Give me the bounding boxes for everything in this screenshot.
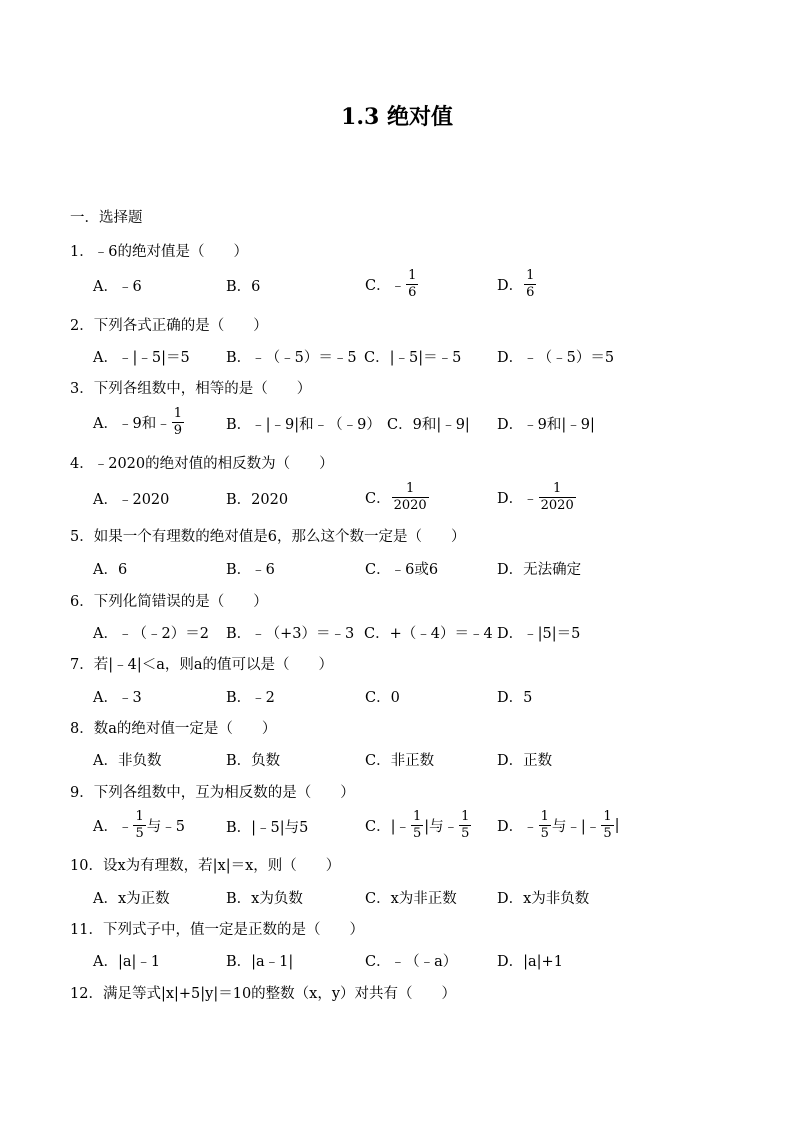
q8-option-b: B．负数: [226, 753, 281, 769]
question-9: 9．下列各组数中，互为相反数的是（ ）: [70, 785, 355, 801]
q11-option-a: A．|a|﹣1: [93, 954, 161, 970]
question-3: 3．下列各组数中，相等的是（ ）: [70, 381, 312, 397]
q8-option-a: A．非负数: [93, 753, 162, 769]
q1-option-b: B．6: [226, 279, 261, 295]
q8-option-d: D．正数: [497, 753, 553, 769]
q2-option-c: C．|﹣5|＝﹣5: [364, 350, 462, 366]
question-12: 12．满足等式|x|+5|y|＝10的整数（x，y）对共有（ ）: [70, 986, 457, 1002]
q9-option-b: B．|﹣5|与5: [226, 820, 309, 836]
page-title: 1.3 绝对值: [341, 104, 453, 130]
q7-option-c: C．0: [365, 690, 400, 706]
q8-option-c: C．非正数: [365, 753, 435, 769]
question-11: 11．下列式子中，值一定是正数的是（ ）: [70, 922, 364, 938]
q10-option-d: D．x为非负数: [497, 891, 590, 907]
fraction: $\frac{1}{2020}$: [540, 481, 574, 513]
section-heading: 一．选择题: [70, 210, 143, 226]
q5-option-b: B．﹣6: [226, 562, 275, 578]
q3-option-d: D．﹣9和|﹣9|: [497, 417, 595, 433]
q6-option-a: A．﹣（﹣2）＝2: [93, 626, 209, 642]
q5-option-c: C．﹣6或6: [365, 562, 439, 578]
q10-option-a: A．x为正数: [93, 891, 170, 907]
q9-option-c: C．|﹣ $\frac{1}{5}$ |与﹣ $\frac{1}{5}$: [365, 809, 470, 841]
q4-option-c: C． $\frac{1}{2020}$: [365, 481, 427, 513]
q7-option-b: B．﹣2: [226, 690, 275, 706]
q6-option-b: B．﹣（+3）＝﹣3: [226, 626, 355, 642]
q3-option-b: B．﹣|﹣9|和﹣（﹣9）: [226, 417, 381, 433]
q3-option-a: A．﹣9和﹣ $\frac{1}{9}$: [93, 406, 182, 438]
q7-option-a: A．﹣3: [93, 690, 142, 706]
question-8: 8．数a的绝对值一定是（ ）: [70, 721, 277, 737]
q4-option-d: D．﹣ $\frac{1}{2020}$: [497, 481, 574, 513]
question-7: 7．若|﹣4|＜a，则a的值可以是（ ）: [70, 657, 334, 673]
question-6: 6．下列化简错误的是（ ）: [70, 594, 268, 610]
question-5: 5．如果一个有理数的绝对值是6，那么这个数一定是（ ）: [70, 529, 466, 545]
q2-option-a: A．﹣|﹣5|＝5: [93, 350, 190, 366]
q4-option-a: A．﹣2020: [93, 492, 170, 508]
question-1: 1．﹣6的绝对值是（ ）: [70, 244, 248, 260]
q11-option-b: B．|a﹣1|: [226, 954, 294, 970]
q2-option-d: D．﹣（﹣5）＝5: [497, 350, 615, 366]
question-10: 10．设x为有理数，若|x|＝x，则（ ）: [70, 858, 341, 874]
q6-option-d: D．﹣|5|＝5: [497, 626, 581, 642]
q1-option-c: C．﹣ $\frac{1}{6}$: [365, 268, 417, 300]
q5-option-a: A．6: [93, 562, 128, 578]
q4-option-b: B．2020: [226, 492, 289, 508]
fraction: $\frac{1}{5}$: [461, 809, 470, 841]
fraction: $\frac{1}{2020}$: [393, 481, 427, 513]
q9-option-d: D．﹣ $\frac{1}{5}$ 与﹣|﹣ $\frac{1}{5}$ |: [497, 809, 620, 841]
q9-option-a: A．﹣ $\frac{1}{5}$ 与﹣5: [93, 809, 185, 841]
q11-option-c: C．﹣（﹣a）: [365, 954, 458, 970]
fraction: $\frac{1}{5}$: [412, 809, 422, 841]
fraction: $\frac{1}{5}$: [603, 809, 612, 841]
fraction: $\frac{1}{5}$: [135, 809, 144, 841]
q6-option-c: C．+（﹣4）＝﹣4: [364, 626, 493, 642]
question-2: 2．下列各式正确的是（ ）: [70, 318, 268, 334]
fraction: $\frac{1}{9}$: [173, 406, 182, 438]
fraction: $\frac{1}{6}$: [408, 268, 417, 300]
q7-option-d: D．5: [497, 690, 533, 706]
q5-option-d: D．无法确定: [497, 562, 582, 578]
fraction: $\frac{1}{5}$: [540, 809, 549, 841]
q10-option-c: C．x为非正数: [365, 891, 457, 907]
q1-option-d: D． $\frac{1}{6}$: [497, 268, 535, 300]
q11-option-d: D．|a|+1: [497, 954, 563, 970]
fraction: $\frac{1}{6}$: [526, 268, 535, 300]
q3-option-c: C．9和|﹣9|: [387, 417, 470, 433]
question-4: 4．﹣2020的绝对值的相反数为（ ）: [70, 456, 334, 472]
q10-option-b: B．x为负数: [226, 891, 303, 907]
q1-option-a: A．﹣6: [93, 279, 142, 295]
q2-option-b: B．﹣（﹣5）＝﹣5: [226, 350, 357, 366]
